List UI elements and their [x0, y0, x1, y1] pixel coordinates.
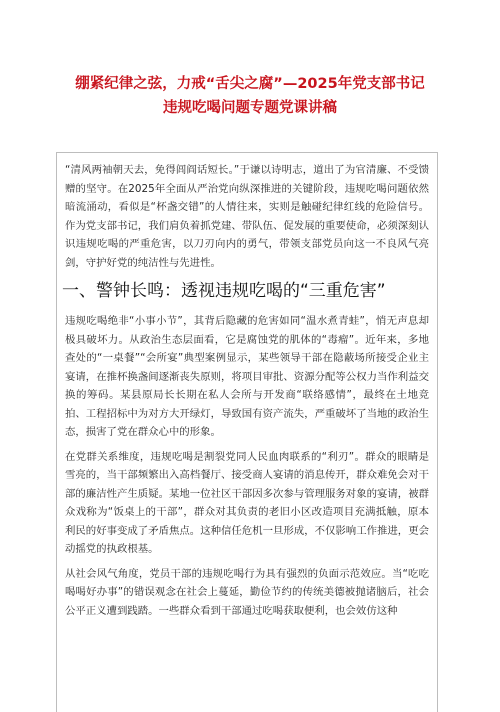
body-paragraph: 从社会风气角度，党员干部的违规吃喝行为具有强烈的负面示范效应。当“吃吃喝喝好办事”的错误观念在社会上蔓延，勤俭节约的传统美德被抛诸脑后，社会公平正义遭到践踏。一些群众看到干部通过吃喝获取便利，也会效仿这种 [65, 567, 429, 617]
document-title [0, 72, 500, 120]
content-frame [56, 152, 438, 712]
intro-paragraph: “清风两袖朝天去，免得闾阎话短长。”于谦以诗明志，道出了为官清廉、不受馈赠的坚守。在2025年全面从严治党向纵深推进的关键阶段，违规吃喝问题依然暗流涌动，看似是“杯盏交错”的人情往来，实则是触碰纪律红线的危险信号。作为党支部书记，我们肩负着抓党建、带队伍、促发展的重要使命，必须深刻认识违规吃喝的严重危害，以刀刃向内的勇气，带领支部党员向这一不良风气亮剑，守护好党的纯洁性与先进性。 [65, 164, 429, 269]
document-title-line-2: 违规吃喝问题专题党课讲稿 [163, 100, 337, 116]
body-paragraph: 在党群关系维度，违规吃喝是割裂党同人民血肉联系的“利刃”。群众的眼睛是雪亮的，当干部频繁出入高档餐厅、接受商人宴请的消息传开，群众难免会对干部的廉洁性产生质疑。某地一位社区干部因多次参与管理服务对象的宴请，被群众戏称为“饭桌上的干部”，群众对其负责的老旧小区改造项目充满抵触，原本利民的好事变成了矛盾焦点。这种信任危机一旦形成，不仅影响工作推进，更会动摇党的执政根基。 [65, 450, 429, 555]
section-heading: 一、警钟长鸣：透视违规吃喝的“三重危害” [62, 281, 386, 301]
body-paragraph: 违规吃喝绝非“小事小节”，其背后隐藏的危害如同“温水煮青蛙”，悄无声息却极具破坏力。从政治生态层面看，它是腐蚀党的肌体的“毒瘤”。近年来，多地查处的“一桌餐”“会所宴”典型案例显示，某些领导干部在隐蔽场所接受企业主宴请，在推杯换盏间逐渐丧失原则，将项目审批、资源分配等公权力当作利益交换的筹码。某县原局长长期在私人会所与开发商“联络感情”，最终在土地竞拍、工程招标中为对方大开绿灯，导致国有资产流失，严重破坏了当地的政治生态，损害了党在群众心中的形象。 [65, 315, 429, 438]
document-title-line-1: 绷紧纪律之弦，力戒“舌尖之腐”—2025年党支部书记 [75, 76, 425, 92]
